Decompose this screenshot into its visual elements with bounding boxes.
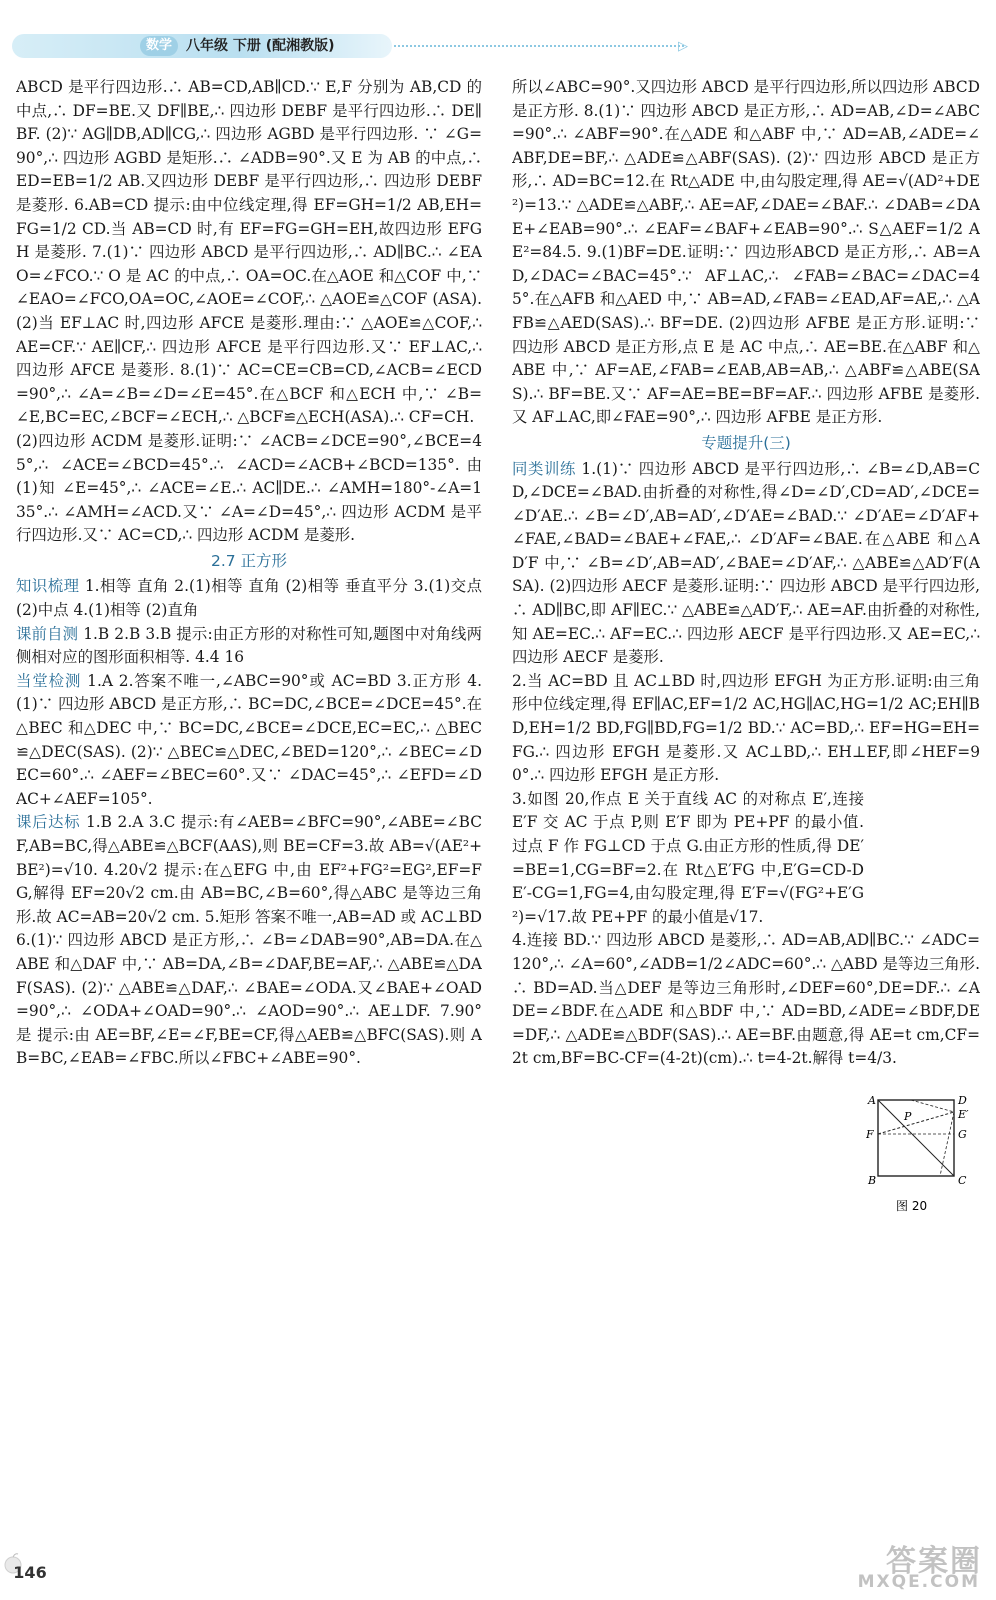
right-paragraph-1: 所以∠ABC=90°.又四边形 ABCD 是平行四边形,所以四边形 ABCD 是正方形. 8.(1)∵ 四边形 ABCD 是正方形,∴ AD=AB,∠D=∠ABC=90°.∴ ∠ABF=90°.在△ADE 和△ABF 中,∵ AD=AB,∠ADE=∠ABF,DE=BF,∴ △ADE≌△ABF(SAS). (2)∵ 四边形 ABCD 是正方形,∴ AD=BC=12.在 Rt△ADE 中,由勾股定理,得 AE=√(AD²+DE²)=13.∵ △ADE≌△ABF,∴ AE=AF,∠DAE=∠BAF.∴ ∠DAB=∠DAE+∠EAB=90°.∴ ∠EAF=∠BAF+∠EAB=90°.∴ S△AEF=1/2 AE²=84.5. 9.(1)BF=DE.证明:∵ 四边形ABCD 是正方形,∴ AB=AD,∠DAC=∠BAC=45°.∵ AF⊥AC,∴ ∠FAB=∠BAC=∠DAC=45°.在△AFB 和△AED 中,∵ AB=AD,∠FAB=∠EAD,AF=AE,∴ △AFB≌△AED(SAS).∴ BF=DE. (2)四边形 AFBE 是正方形.证明:∵ 四边形 ABCD 是正方形,点 E 是 AC 中点,∴ AE=BE.在△ABF 和△ABE 中,∵ AF=AE,∠FAB=∠EAB,AB=AB,∴ △ABF≌△ABE(SAS).∴ BF=BE.又∵ AF=AE=BE=BF=AF.∴ 四边形 AFBE 是菱形.又 AF⊥AC,即∠FAE=90°,∴ 四边形 AFBE 是正方形.: [512, 78, 980, 427]
in-class-check: [16, 670, 482, 812]
right-paragraph-4: 3.如图 20,作点 E 关于直线 AC 的对称点 E′,连接 E′F 交 AC 于点 P,则 E′F 即为 PE+PF 的最小值.过点 F 作 FG⊥CD 于点 G.由正方形的性质,得 DE′=BE=1,CG=BF=2.在 Rt△E′FG 中,E′G=CD-DE′-CG=1,FG=4,由勾股定理,得 E′F=√(FG²+E′G²)=√17.故 PE+PF 的最小值是√17.: [512, 789, 864, 926]
label-B: B: [868, 1174, 877, 1187]
arrow-right-icon: ▷: [678, 39, 688, 54]
pre-class-test-text: 1.B 2.B 3.B 提示:由正方形的对称性可知,题图中对角线两侧相对应的图形面积相等. 4.4 16: [16, 624, 482, 667]
corner-watermark: [796, 1536, 986, 1596]
after-class-text: 1.B 2.A 3.C 提示:有∠AEB=∠BFC=90°,∠ABE=∠BCF,AB=BC,得△ABE≌△BCF(AAS),则 BE=CF=3.故 AB=√(AE²+BE²)=√10. 4.20√2 提示:在△EFG 中,由 EF²+FG²=EG²,EF=FG,解得 EF=20√2 cm.由 AB=BC,∠B=60°,得△ABC 是等边三角形.故 AC=AB=20√2 cm. 5.矩形 答案不唯一,AB=AD 或 AC⊥BD 6.(1)∵ 四边形 ABCD 是正方形,∴ ∠B=∠DAB=90°,AB=DA.在△ABE 和△DAF 中,∵ AB=DA,∠B=∠DAF,BE=AF,∴ △ABE≌△DAF(SAS). (2)∵ △ABE≌△DAF,∴ ∠BAE=∠ODA.又∠BAE+∠OAD=90°,∴ ∠ODA+∠OAD=90°.∴ ∠AOD=90°.∴ AE⊥DF. 7.90° 是 提示:由 AE=BF,∠E=∠F,BE=CF,得△AEB≌△BFC(SAS).则 AB=BC,∠EAB=∠FBC.所以∠FBC+∠ABE=90°.: [16, 813, 482, 1068]
similar-training: [512, 458, 980, 670]
page-number: 146: [13, 1563, 47, 1582]
in-class-check-text: 1.A 2.答案不唯一,∠ABC=90°或 AC=BD 3.正方形 4.(1)∵ 四边形 ABCD 是正方形,∴ BC=DC,∠BCE=∠DCE=45°.在△BEC 和△DEC 中,∵ BC=DC,∠BCE=∠DCE,EC=EC,∴ △BEC≌△DEC(SAS). (2)∵ △BEC≌△DEC,∠BED=120°,∴ ∠BEC=∠DEC=60°.∴ ∠AEF=∠BEC=60°.又∵ ∠DAC=45°,∴ ∠EFD=∠DAC+∠AEF=105°.: [16, 671, 482, 808]
watermark-logo-text: 答案圈: [886, 1544, 982, 1579]
grade-info: 八年级 下册 (配湘教版): [186, 38, 335, 54]
section-title-square: 2.7 正方形: [210, 551, 288, 570]
similar-training-label: 同类训练: [512, 459, 576, 478]
similar-training-text: 1.(1)∵ 四边形 ABCD 是平行四边形,∴ ∠B=∠D,AB=CD,∠DCE=∠BAD.由折叠的对称性,得∠D=∠D′,CD=AD′,∠DCE=∠D′AE.∴ ∠B=∠D′,AB=AD′,∠D′AE=∠BAD.∵ ∠D′AE=∠D′AF+∠FAE,∠BAD=∠BAE+∠FAE,∴ ∠D′AF=∠BAE.在△ABE 和△AD′F 中,∵ ∠B=∠D′,AB=AD′,∠BAE=∠D′AF,∴ △ABE≌△AD′F(ASA). (2)四边形 AECF 是菱形.证明:∵ 四边形 ABCD 是平行四边形,∴ AD∥BC,即 AF∥EC.∵ △ABE≌△AD′F,∴ AE=AF.由折叠的对称性,知 AE=EC.∴ AF=EC.∴ 四边形 AECF 是平行四边形.又 AE=EC,∴ 四边形 AECF 是菱形.: [512, 459, 980, 667]
page-header: [0, 0, 996, 64]
label-P: P: [904, 1110, 912, 1123]
label-G: G: [958, 1128, 967, 1141]
figure-20: [866, 1092, 976, 1222]
right-column: [512, 76, 980, 1492]
section-title-topic: 专题提升(三): [701, 433, 791, 452]
knowledge-review-text: 1.相等 直角 2.(1)相等 直角 (2)相等 垂直平分 3.(1)交点 (2)中点 4.(1)相等 (2)直角: [16, 577, 482, 620]
pre-class-test-label: 课前自测: [16, 624, 79, 643]
left-paragraph-2: (2)四边形 ACDM 是菱形.证明:∵ ∠ACB=∠DCE=90°,∠BCE=45°,∴ ∠ACE=∠BCD=45°.∴ ∠ACD=∠ACB+∠BCD=135°.由(1)知 ∠E=45°,∴ ∠ACE=∠E.∴ AC∥DE.∴ ∠AMH=180°-∠A=135°.∴ ∠AMH=∠ACD.又∵ ∠A=∠D=45°,∴ 四边形 ACDM 是平行四边形.又∵ AC=CD,∴ 四边形 ACDM 是菱形.: [16, 431, 482, 545]
right-paragraph-3: 2.当 AC=BD 且 AC⊥BD 时,四边形 EFGH 为正方形.证明:由三角形中位线定理,得 EF∥AC,EF=1/2 AC,HG∥AC,HG=1/2 AC;EH∥BD,EH=1/2 BD,FG∥BD,FG=1/2 BD.∵ AC=BD,∴ EF=HG=EH=FG.∴ 四边形 EFGH 是菱形.又 AC⊥BD,∴ EH⊥EF,即∠HEF=90°.∴ 四边形 EFGH 是正方形.: [512, 671, 980, 785]
after-class-label: 课后达标: [16, 813, 81, 832]
header-dotted-line: [394, 45, 684, 47]
knowledge-review: [16, 575, 482, 622]
pre-class-test: [16, 623, 482, 670]
in-class-check-label: 当堂检测: [16, 671, 82, 690]
right-paragraph-5: 4.连接 BD.∵ 四边形 ABCD 是菱形,∴ AD=AB,AD∥BC.∵ ∠ADC=120°,∴ ∠A=60°,∠ADB=1/2∠ADC=60°.∴ △ABD 是等边三角形.∴ BD=AD.当△DEF 是等边三角形时,∠DEF=60°,DE=DF.∴ ∠ADE=∠BDF.在△ADE 和△BDF 中,∵ AD=BD,∠ADE=∠BDF,DE=DF,∴ △ADE≌△BDF(SAS).∴ AE=BF.由题意,得 AE=t cm,CF=2t cm,BF=BC-CF=(4-2t)(cm).∴ t=4-2t.解得 t=4/3.: [512, 931, 980, 1068]
after-class: [16, 811, 482, 1071]
label-E: E′: [958, 1108, 969, 1121]
watermark-url: MXQE.COM: [857, 1572, 980, 1592]
figure-20-diagram: [866, 1092, 976, 1222]
figure-caption: 图 20: [896, 1199, 928, 1213]
left-paragraph-1: ABCD 是平行四边形.∴ AB=CD,AB∥CD.∵ E,F 分别为 AB,CD 的中点,∴ DF=BE.又 DF∥BE,∴ 四边形 DEBF 是平行四边形.∴ DE∥BF. (2)∵ AG∥DB,AD∥CG,∴ 四边形 AGBD 是平行四边形. ∵ ∠G=90°,∴ 四边形 AGBD 是矩形.∴ ∠ADB=90°.又 E 为 AB 的中点,∴ ED=EB=1/2 AB.又四边形 DEBF 是平行四边形,∴ 四边形 DEBF 是菱形. 6.AB=CD 提示:由中位线定理,得 EF=GH=1/2 AB,EH=FG=1/2 CD.当 AB=CD 时,有 EF=FG=GH=EH,故四边形 EFGH 是菱形. 7.(1)∵ 四边形 ABCD 是平行四边形,∴ AD∥BC.∴ ∠EAO=∠FCO.∵ O 是 AC 的中点,∴ OA=OC.在△AOE 和△COF 中,∵ ∠EAO=∠FCO,OA=OC,∠AOE=∠COF,∴ △AOE≌△COF (ASA). (2)当 EF⊥AC 时,四边形 AFCE 是菱形.理由:∵ △AOE≌△COF,∴ AE=CF.∵ AE∥CF,∴ 四边形 AFCE 是平行四边形.又∵ EF⊥AC,∴ 四边形 AFCE 是菱形. 8.(1)∵ AC=CE=CB=CD,∠ACB=∠ECD=90°,∴ ∠A=∠B=∠D=∠E=45°.在△BCF 和△ECH 中,∵ ∠B=∠E,BC=EC,∠BCF=∠ECH,∴ △BCF≌△ECH(ASA).∴ CF=CH.: [16, 78, 482, 427]
subject-badge: 数学: [140, 36, 178, 56]
left-column: [16, 76, 482, 1492]
knowledge-review-label: 知识梳理: [16, 577, 80, 596]
label-C: C: [958, 1174, 967, 1187]
label-A: A: [868, 1094, 876, 1107]
label-D: D: [958, 1094, 967, 1107]
label-F: F: [866, 1128, 874, 1141]
